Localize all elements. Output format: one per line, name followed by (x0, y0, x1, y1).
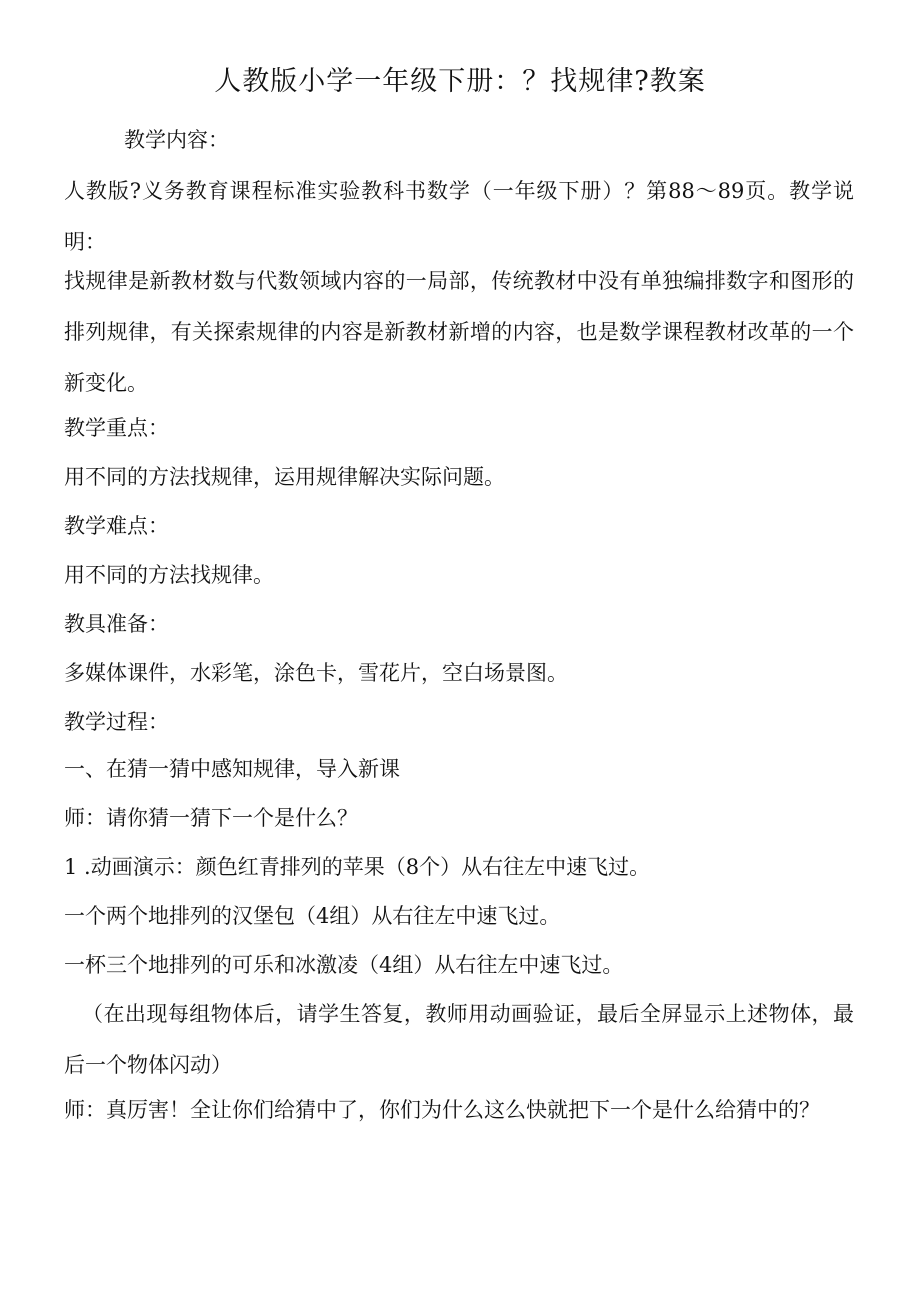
section-heading-difficulties: 教学难点： (64, 514, 169, 538)
document-title: 人教版小学一年级下册：？找规律?教案 (214, 66, 706, 97)
section-heading-materials: 教具准备： (64, 612, 169, 636)
section-heading-process: 教学过程： (64, 710, 169, 734)
paragraph-textbook-info: 人教版?义务教育课程标准实验教科书数学（一年级下册）？第88～89页。教学说明： (64, 179, 854, 254)
section-heading-content: 教学内容： (124, 128, 229, 152)
paragraph-animation-apples: 1 .动画演示：颜色红青排列的苹果（8个）从右往左中速飞过。 (64, 855, 651, 879)
paragraph-materials: 多媒体课件，水彩笔，涂色卡，雪花片，空白场景图。 (64, 661, 568, 685)
paragraph-animation-burgers: 一个两个地排列的汉堡包（4组）从右往左中速飞过。 (64, 904, 561, 928)
paragraph-description: 找规律是新教材数与代数领域内容的一局部，传统教材中没有单独编排数字和图形的排列规律，有关探索规律的内容是新教材新增的内容，也是数学课程教材改革的一个新变化。 (64, 269, 854, 395)
paragraph-teacher-praise: 师：真厉害！全让你们给猜中了，你们为什么这么快就把下一个是什么给猜中的？ (64, 1098, 820, 1122)
paragraph-note: （在出现每组物体后，请学生答复，教师用动画验证，最后全屏显示上述物体，最后一个物体闪动） (64, 1002, 854, 1077)
paragraph-difficulties: 用不同的方法找规律。 (64, 563, 274, 587)
paragraph-animation-drinks: 一杯三个地排列的可乐和冰激凌（4组）从右往左中速飞过。 (64, 953, 624, 977)
paragraph-key-points: 用不同的方法找规律，运用规律解决实际问题。 (64, 465, 505, 489)
paragraph-step-one: 一、在猜一猜中感知规律，导入新课 (64, 757, 400, 781)
paragraph-teacher-question: 师：请你猜一猜下一个是什么？ (64, 806, 358, 830)
section-heading-key-points: 教学重点： (64, 416, 169, 440)
